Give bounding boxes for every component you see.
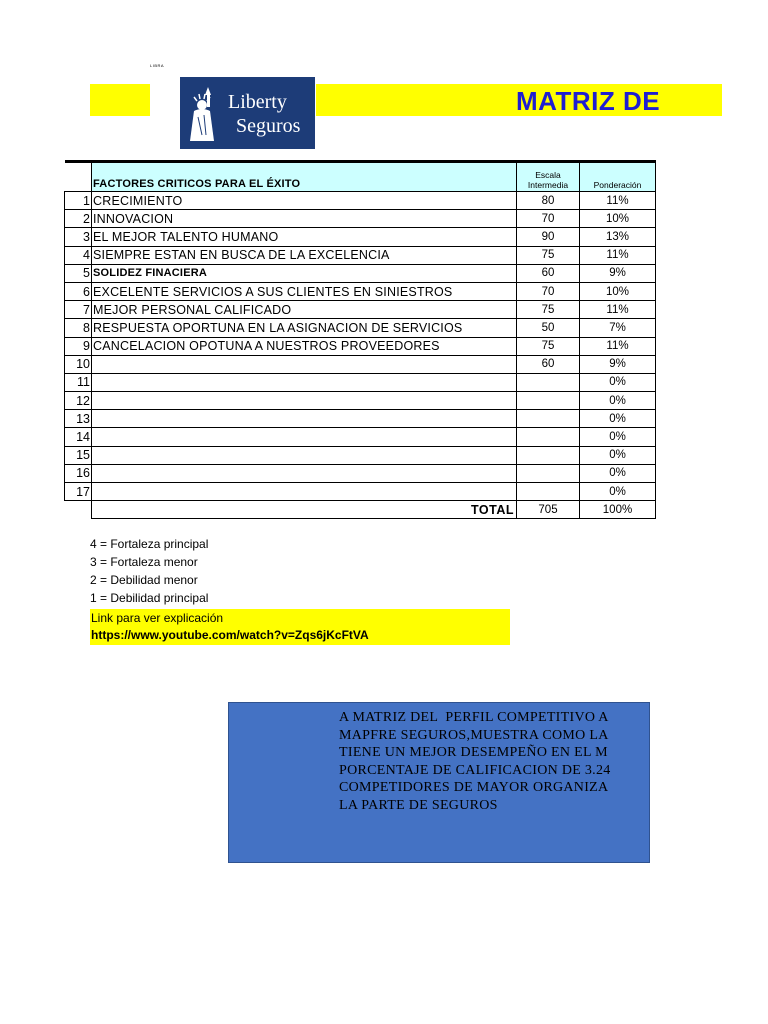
factor-cell [92,428,517,446]
link-box [90,609,510,645]
table-row [65,210,656,228]
sheet-small-label: LIBRA [150,63,165,68]
scale-cell: 60 [517,355,580,373]
row-number: 13 [65,410,92,428]
row-number: 12 [65,392,92,410]
table-row [65,246,656,264]
legend-item: 2 = Debilidad menor [90,573,198,587]
table-row [65,355,656,373]
link-label: Link para ver explicación [91,611,224,625]
header-factor: FACTORES CRITICOS PARA EL ÉXITO [92,162,517,192]
header-scale [517,162,580,192]
factor-cell [92,446,517,464]
factor-cell: CRECIMIENTO [92,192,517,210]
row-number: 15 [65,446,92,464]
table-header-row [65,162,656,192]
scale-cell [517,446,580,464]
youtube-link[interactable]: https://www.youtube.com/watch?v=Zqs6jKcFtVA [91,628,369,642]
row-number: 7 [65,301,92,319]
scale-cell [517,464,580,482]
factor-cell: SIEMPRE ESTAN EN BUSCA DE LA EXCELENCIA [92,246,517,264]
scale-cell [517,428,580,446]
total-pond: 100% [580,501,656,519]
scale-cell [517,373,580,391]
conclusion-box [228,702,650,863]
pond-cell: 13% [580,228,656,246]
pond-cell: 11% [580,301,656,319]
scale-cell: 90 [517,228,580,246]
logo-text-liberty: Liberty [228,91,287,113]
table-row [65,446,656,464]
pond-cell: 0% [580,410,656,428]
scale-cell [517,410,580,428]
factor-cell [92,483,517,501]
factor-cell: EXCELENTE SERVICIOS A SUS CLIENTES EN SINIESTROS [92,282,517,300]
pond-cell: 0% [580,464,656,482]
pond-cell: 11% [580,246,656,264]
pond-cell: 0% [580,392,656,410]
table-row [65,301,656,319]
scale-cell: 80 [517,192,580,210]
scale-cell: 70 [517,282,580,300]
pond-cell: 10% [580,210,656,228]
row-number: 10 [65,355,92,373]
pond-cell: 0% [580,446,656,464]
pond-cell: 11% [580,192,656,210]
factor-cell: RESPUESTA OPORTUNA EN LA ASIGNACION DE SERVICIOS [92,319,517,337]
scale-cell: 75 [517,301,580,319]
competitive-profile-table [64,160,656,519]
pond-cell: 0% [580,373,656,391]
row-number: 4 [65,246,92,264]
row-number: 9 [65,337,92,355]
row-number: 17 [65,483,92,501]
factor-cell [92,355,517,373]
row-number: 2 [65,210,92,228]
scale-cell: 75 [517,337,580,355]
header-yellow-band-right [316,84,722,116]
pond-cell: 0% [580,483,656,501]
row-number: 16 [65,464,92,482]
document-title: MATRIZ DE [516,86,661,116]
header-scale-line1: Escala [535,170,561,180]
table-row [65,410,656,428]
total-num-cell [65,501,92,519]
table-row [65,264,656,282]
factor-cell [92,392,517,410]
table-row [65,464,656,482]
total-label: TOTAL [92,501,517,519]
table-row [65,392,656,410]
row-number: 6 [65,282,92,300]
pond-cell: 11% [580,337,656,355]
pond-cell: 7% [580,319,656,337]
pond-cell: 9% [580,264,656,282]
table-row [65,337,656,355]
pond-cell: 9% [580,355,656,373]
row-number: 1 [65,192,92,210]
table-row [65,282,656,300]
factor-cell [92,410,517,428]
header-num-cell [65,162,92,192]
scale-cell: 50 [517,319,580,337]
total-scale: 705 [517,501,580,519]
table-row [65,483,656,501]
row-number: 3 [65,228,92,246]
statue-of-liberty-icon [188,85,224,141]
row-number: 8 [65,319,92,337]
factor-cell [92,373,517,391]
scale-cell: 75 [517,246,580,264]
row-number: 5 [65,264,92,282]
pond-cell: 0% [580,428,656,446]
factor-cell: MEJOR PERSONAL CALIFICADO [92,301,517,319]
liberty-seguros-logo [180,77,315,149]
logo-text-seguros: Seguros [236,115,301,137]
header-pond: Ponderación [580,162,656,192]
row-number: 14 [65,428,92,446]
factor-cell: INNOVACION [92,210,517,228]
header-yellow-band-left [90,84,150,116]
table-row [65,373,656,391]
factor-cell: SOLIDEZ FINACIERA [92,264,517,282]
total-row [65,501,656,519]
header-scale-line2: Intermedia [527,180,569,190]
table-row [65,428,656,446]
scale-cell [517,483,580,501]
scale-cell: 70 [517,210,580,228]
scale-cell: 60 [517,264,580,282]
factor-cell: EL MEJOR TALENTO HUMANO [92,228,517,246]
table-row [65,228,656,246]
table-row [65,192,656,210]
factor-cell: CANCELACION OPOTUNA A NUESTROS PROVEEDORES [92,337,517,355]
conclusion-text: A MATRIZ DEL PERFIL COMPETITIVO A MAPFRE SEGUROS,MUESTRA COMO LA TIENE UN MEJOR DESEMPEÑO EN EL M PORCENTAJE DE CALIFICACION DE 3.24 COMPETIDORES DE MAYOR ORGANIZA LA PARTE DE SEGUROS [339,710,611,813]
legend-item: 4 = Fortaleza principal [90,537,209,551]
legend-item: 1 = Debilidad principal [90,591,209,605]
table-row [65,319,656,337]
pond-cell: 10% [580,282,656,300]
legend-item: 3 = Fortaleza menor [90,555,198,569]
scale-cell [517,392,580,410]
factor-cell [92,464,517,482]
row-number: 11 [65,373,92,391]
